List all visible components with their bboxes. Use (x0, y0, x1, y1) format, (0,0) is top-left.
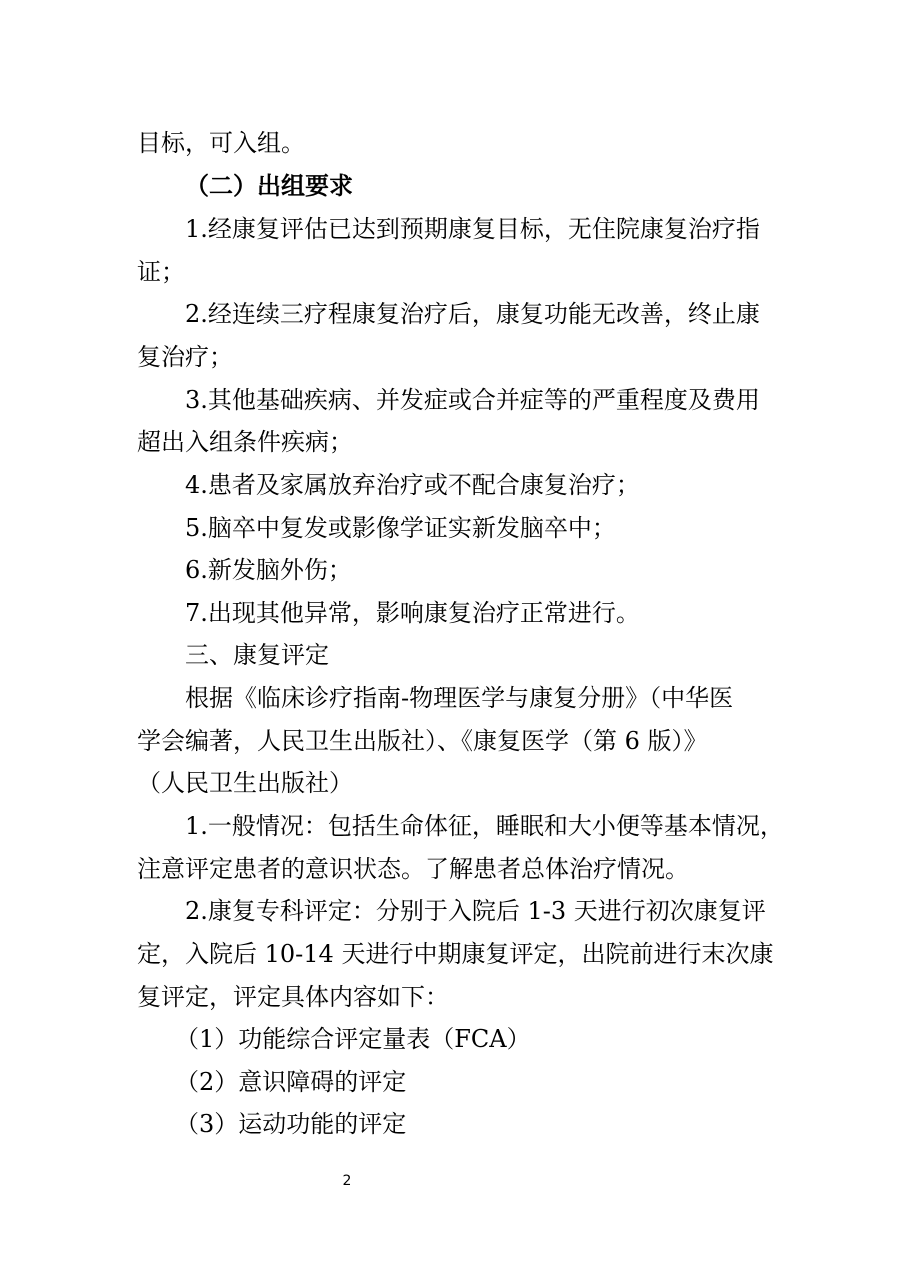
text-line: 6.新发脑外伤； (185, 556, 352, 584)
text-line: 3.其他基础疾病、并发症或合并症等的严重程度及费用 (185, 386, 760, 414)
text-line: 目标，可入组。 (137, 129, 305, 157)
text-line: 2.经连续三疗程康复治疗后，康复功能无改善，终止康 (185, 300, 760, 328)
text-line: 1.经康复评估已达到预期康复目标，无住院康复治疗指 (185, 215, 760, 243)
list-item: （1）功能综合评定量表（FCA） (175, 1025, 531, 1053)
text-line: 证； (137, 258, 185, 286)
text-line: 超出入组条件疾病； (137, 428, 353, 456)
text-line: 学会编著，人民卫生出版社）、《康复医学（第 6 版）》 (137, 727, 708, 755)
list-item: （3）运动功能的评定 (175, 1110, 407, 1138)
text-line: 5.脑卒中复发或影像学证实新发脑卒中； (185, 514, 616, 542)
text-line: 复治疗； (137, 343, 233, 371)
text-line: 注意评定患者的意识状态。了解患者总体治疗情况。 (137, 855, 689, 883)
list-item: （2）意识障碍的评定 (175, 1068, 407, 1096)
section-heading: 三、康复评定 (185, 641, 329, 669)
text-line: （人民卫生出版社） (137, 769, 353, 797)
text-line: 2.康复专科评定：分别于入院后 1-3 天进行初次康复评 (185, 897, 766, 925)
section-heading: （二）出组要求 (185, 171, 353, 200)
text-line: 7.出现其他异常，影响康复治疗正常进行。 (185, 599, 640, 627)
text-line: 复评定，评定具体内容如下： (137, 983, 449, 1011)
text-line: 定，入院后 10-14 天进行中期康复评定，出院前进行末次康 (137, 940, 774, 968)
text-line: 根据《临床诊疗指南-物理医学与康复分册》（中华医 (185, 684, 734, 712)
page-number: 2 (342, 1173, 352, 1189)
text-line: 1.一般情况：包括生命体征，睡眠和大小便等基本情况， (185, 812, 784, 840)
text-line: 4.患者及家属放弃治疗或不配合康复治疗； (185, 471, 640, 499)
